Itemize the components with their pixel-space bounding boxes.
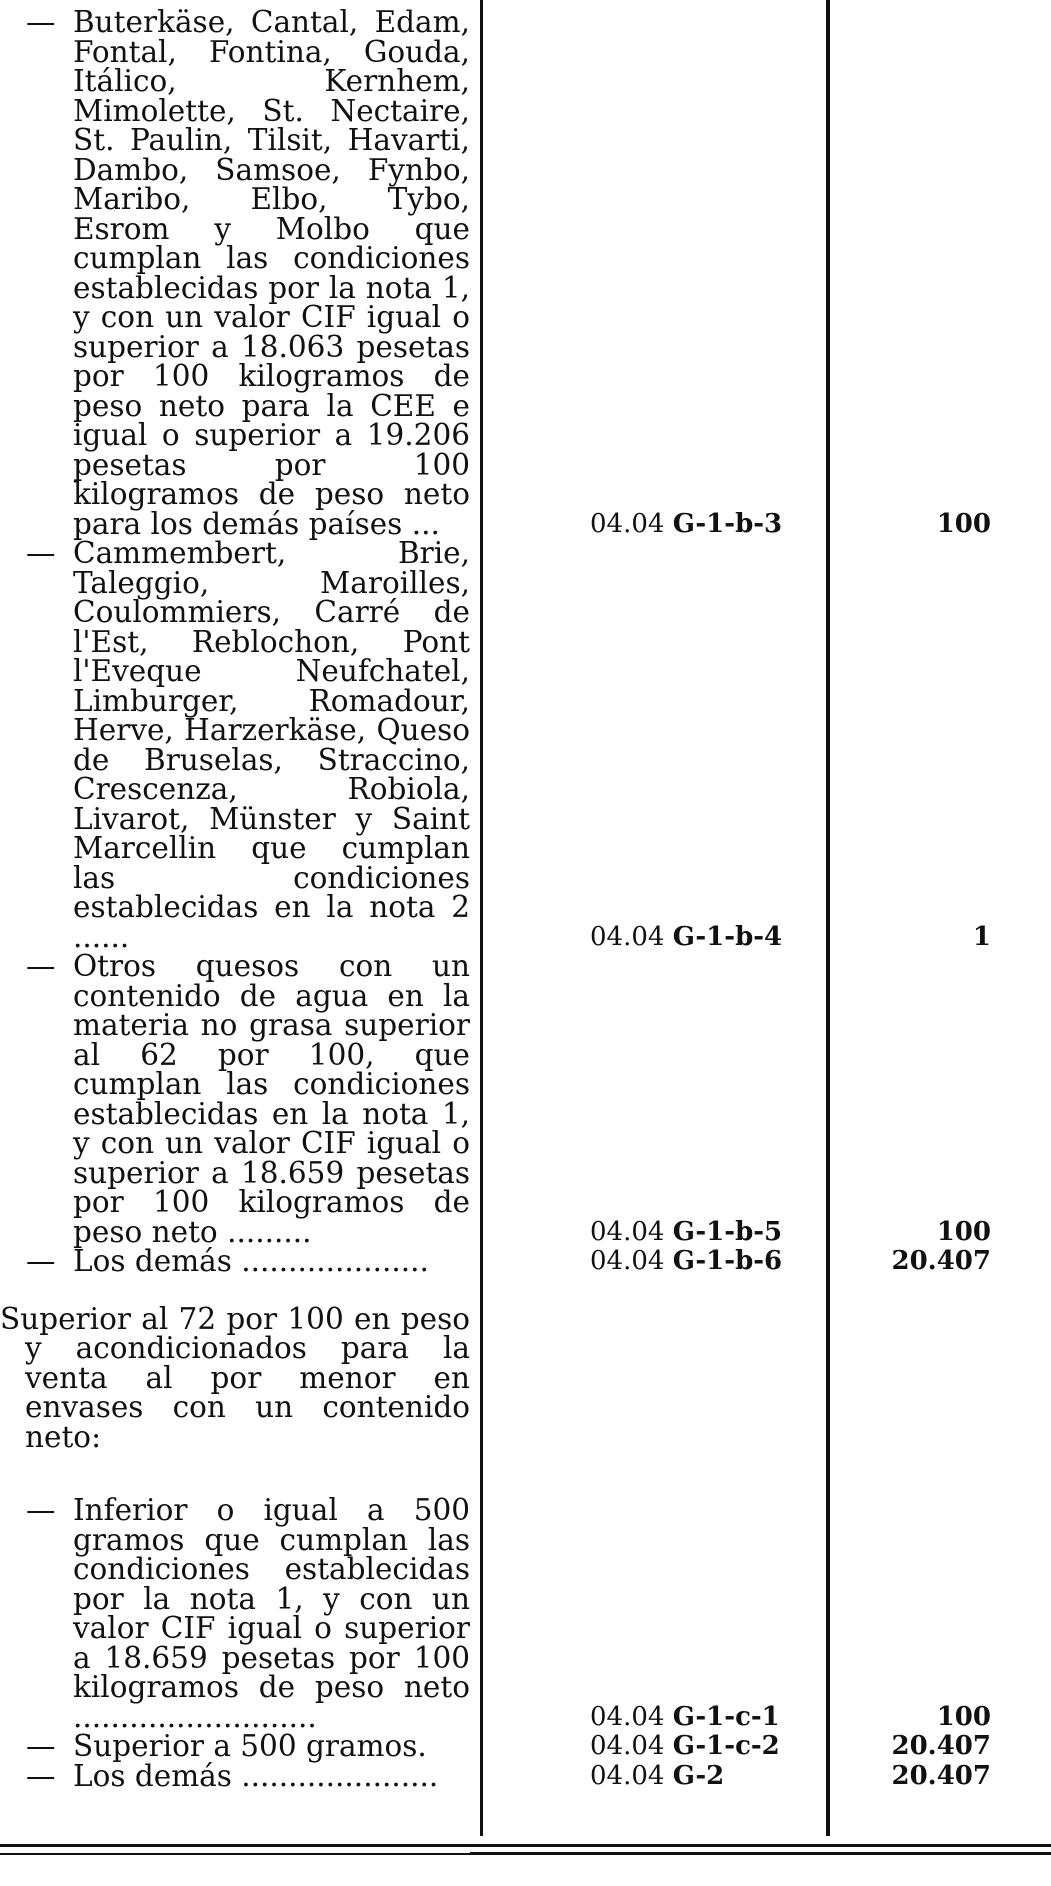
code-prefix: 04.04: [590, 1731, 673, 1761]
code-prefix: 04.04: [590, 508, 673, 539]
code-suffix: G-1-b-6: [672, 1246, 783, 1276]
bottom-rule-left: [0, 1853, 480, 1855]
code-prefix: 04.04: [590, 1701, 673, 1732]
duty-rate: 20.407: [891, 1760, 991, 1791]
duty-rate: 20.407: [891, 1731, 991, 1761]
code-suffix: G-1-c-2: [672, 1731, 780, 1761]
duty-rate: 1: [972, 921, 991, 952]
code-prefix: 04.04: [590, 1760, 673, 1791]
bottom-rule-top: [0, 1844, 1051, 1847]
entry-dash: —: [26, 949, 56, 983]
entry-cell: [0, 949, 470, 1249]
entry-dash: —: [26, 1244, 56, 1278]
entry-cell: [0, 1729, 470, 1763]
tariff-code: [470, 923, 826, 953]
subheading: Superior al 72 por 100 en peso y acondicionados para la venta al por menor en envases con un contenido neto:: [0, 1301, 470, 1454]
entry-cell: [0, 536, 470, 954]
entry-description: Buterkäse, Cantal, Edam, Fontal, Fontina, Gouda, Itálico, Kernhem, Mimolette, St. Nectaire, St. Paulin, Tilsit, Havarti, Dambo, Samsoe, Fynbo, Maribo, Elbo, Tybo, Esrom y Molbo que cumplan las condiciones establecidas por la nota 1, y con un valor CIF igual o superior a 18.063 pesetas por 100 kilogramos de peso neto para la CEE e igual o superior a 19.206 pesetas por 100 kilogramos de peso neto para los demás países ...: [73, 8, 470, 541]
bottom-rule-double: [470, 1852, 1051, 1855]
tariff-table: [0, 8, 1051, 1791]
entry-description: Otros quesos con un contenido de agua en la materia no grasa superior al 62 por 100, que cumplan las condiciones establecidas en la nota 1, y con un valor CIF igual o superior a 18.659 pesetas por 100 kilogramos de peso neto .........: [73, 949, 470, 1249]
code-suffix: G-1-b-3: [672, 508, 783, 539]
table-row: [0, 8, 1051, 539]
tariff-code: [470, 1732, 826, 1762]
entry-cell: [0, 1758, 470, 1793]
duty-rate: 100: [936, 508, 991, 539]
entry-cell: [0, 8, 470, 539]
table-row: [0, 949, 1051, 1249]
entry-dash: —: [26, 1493, 56, 1527]
document-body: [0, 8, 1051, 1838]
code-prefix: 04.04: [590, 1246, 673, 1276]
code-prefix: 04.04: [590, 1216, 673, 1247]
code-suffix: G-1-b-4: [672, 921, 783, 952]
table-row: [0, 1244, 1051, 1278]
duty-rate: 100: [936, 1701, 991, 1732]
duty-rate: 100: [936, 1216, 991, 1247]
tariff-code: [470, 1762, 826, 1792]
entry-cell: [0, 1493, 470, 1734]
code-prefix: 04.04: [590, 921, 673, 952]
duty-rate: 20.407: [891, 1246, 991, 1276]
tariff-code: [470, 1247, 826, 1277]
entry-cell: [0, 1244, 470, 1278]
code-suffix: G-2: [672, 1760, 725, 1791]
code-suffix: G-1-c-1: [672, 1701, 780, 1732]
entry-dash: —: [26, 1758, 56, 1793]
entry-description: Inferior o igual a 500 gramos que cumplan las condiciones establecidas por la nota 1, y con un valor CIF igual o superior a 18.659 pesetas por 100 kilogramos de peso neto ..........................: [73, 1493, 470, 1734]
tariff-code: [470, 1703, 826, 1733]
entry-dash: —: [26, 536, 56, 570]
entry-description: Los demás .....................: [73, 1758, 439, 1793]
table-row: [0, 1729, 1051, 1763]
entry-description: Cammembert, Brie, Taleggio, Maroilles, Coulommiers, Carré de l'Est, Reblochon, Pont l'Eveque Neufchatel, Limburger, Romadour, Herve, Harzerkäse, Queso de Bruselas, Straccino, Crescenza, Robiola, Livarot, Münster y Saint Marcellin que cumplan las condiciones establecidas en la nota 2 ......: [73, 536, 470, 954]
table-row: [0, 536, 1051, 954]
entry-dash: —: [26, 8, 56, 39]
entry-description: Los demás ....................: [73, 1244, 429, 1278]
entry-dash: —: [26, 1729, 56, 1763]
table-row: [0, 1493, 1051, 1734]
table-row: [0, 1758, 1051, 1793]
code-suffix: G-1-b-5: [672, 1216, 783, 1247]
tariff-code: [470, 1218, 826, 1248]
entry-description: Superior a 500 gramos.: [73, 1729, 427, 1763]
tariff-code: [470, 510, 826, 540]
